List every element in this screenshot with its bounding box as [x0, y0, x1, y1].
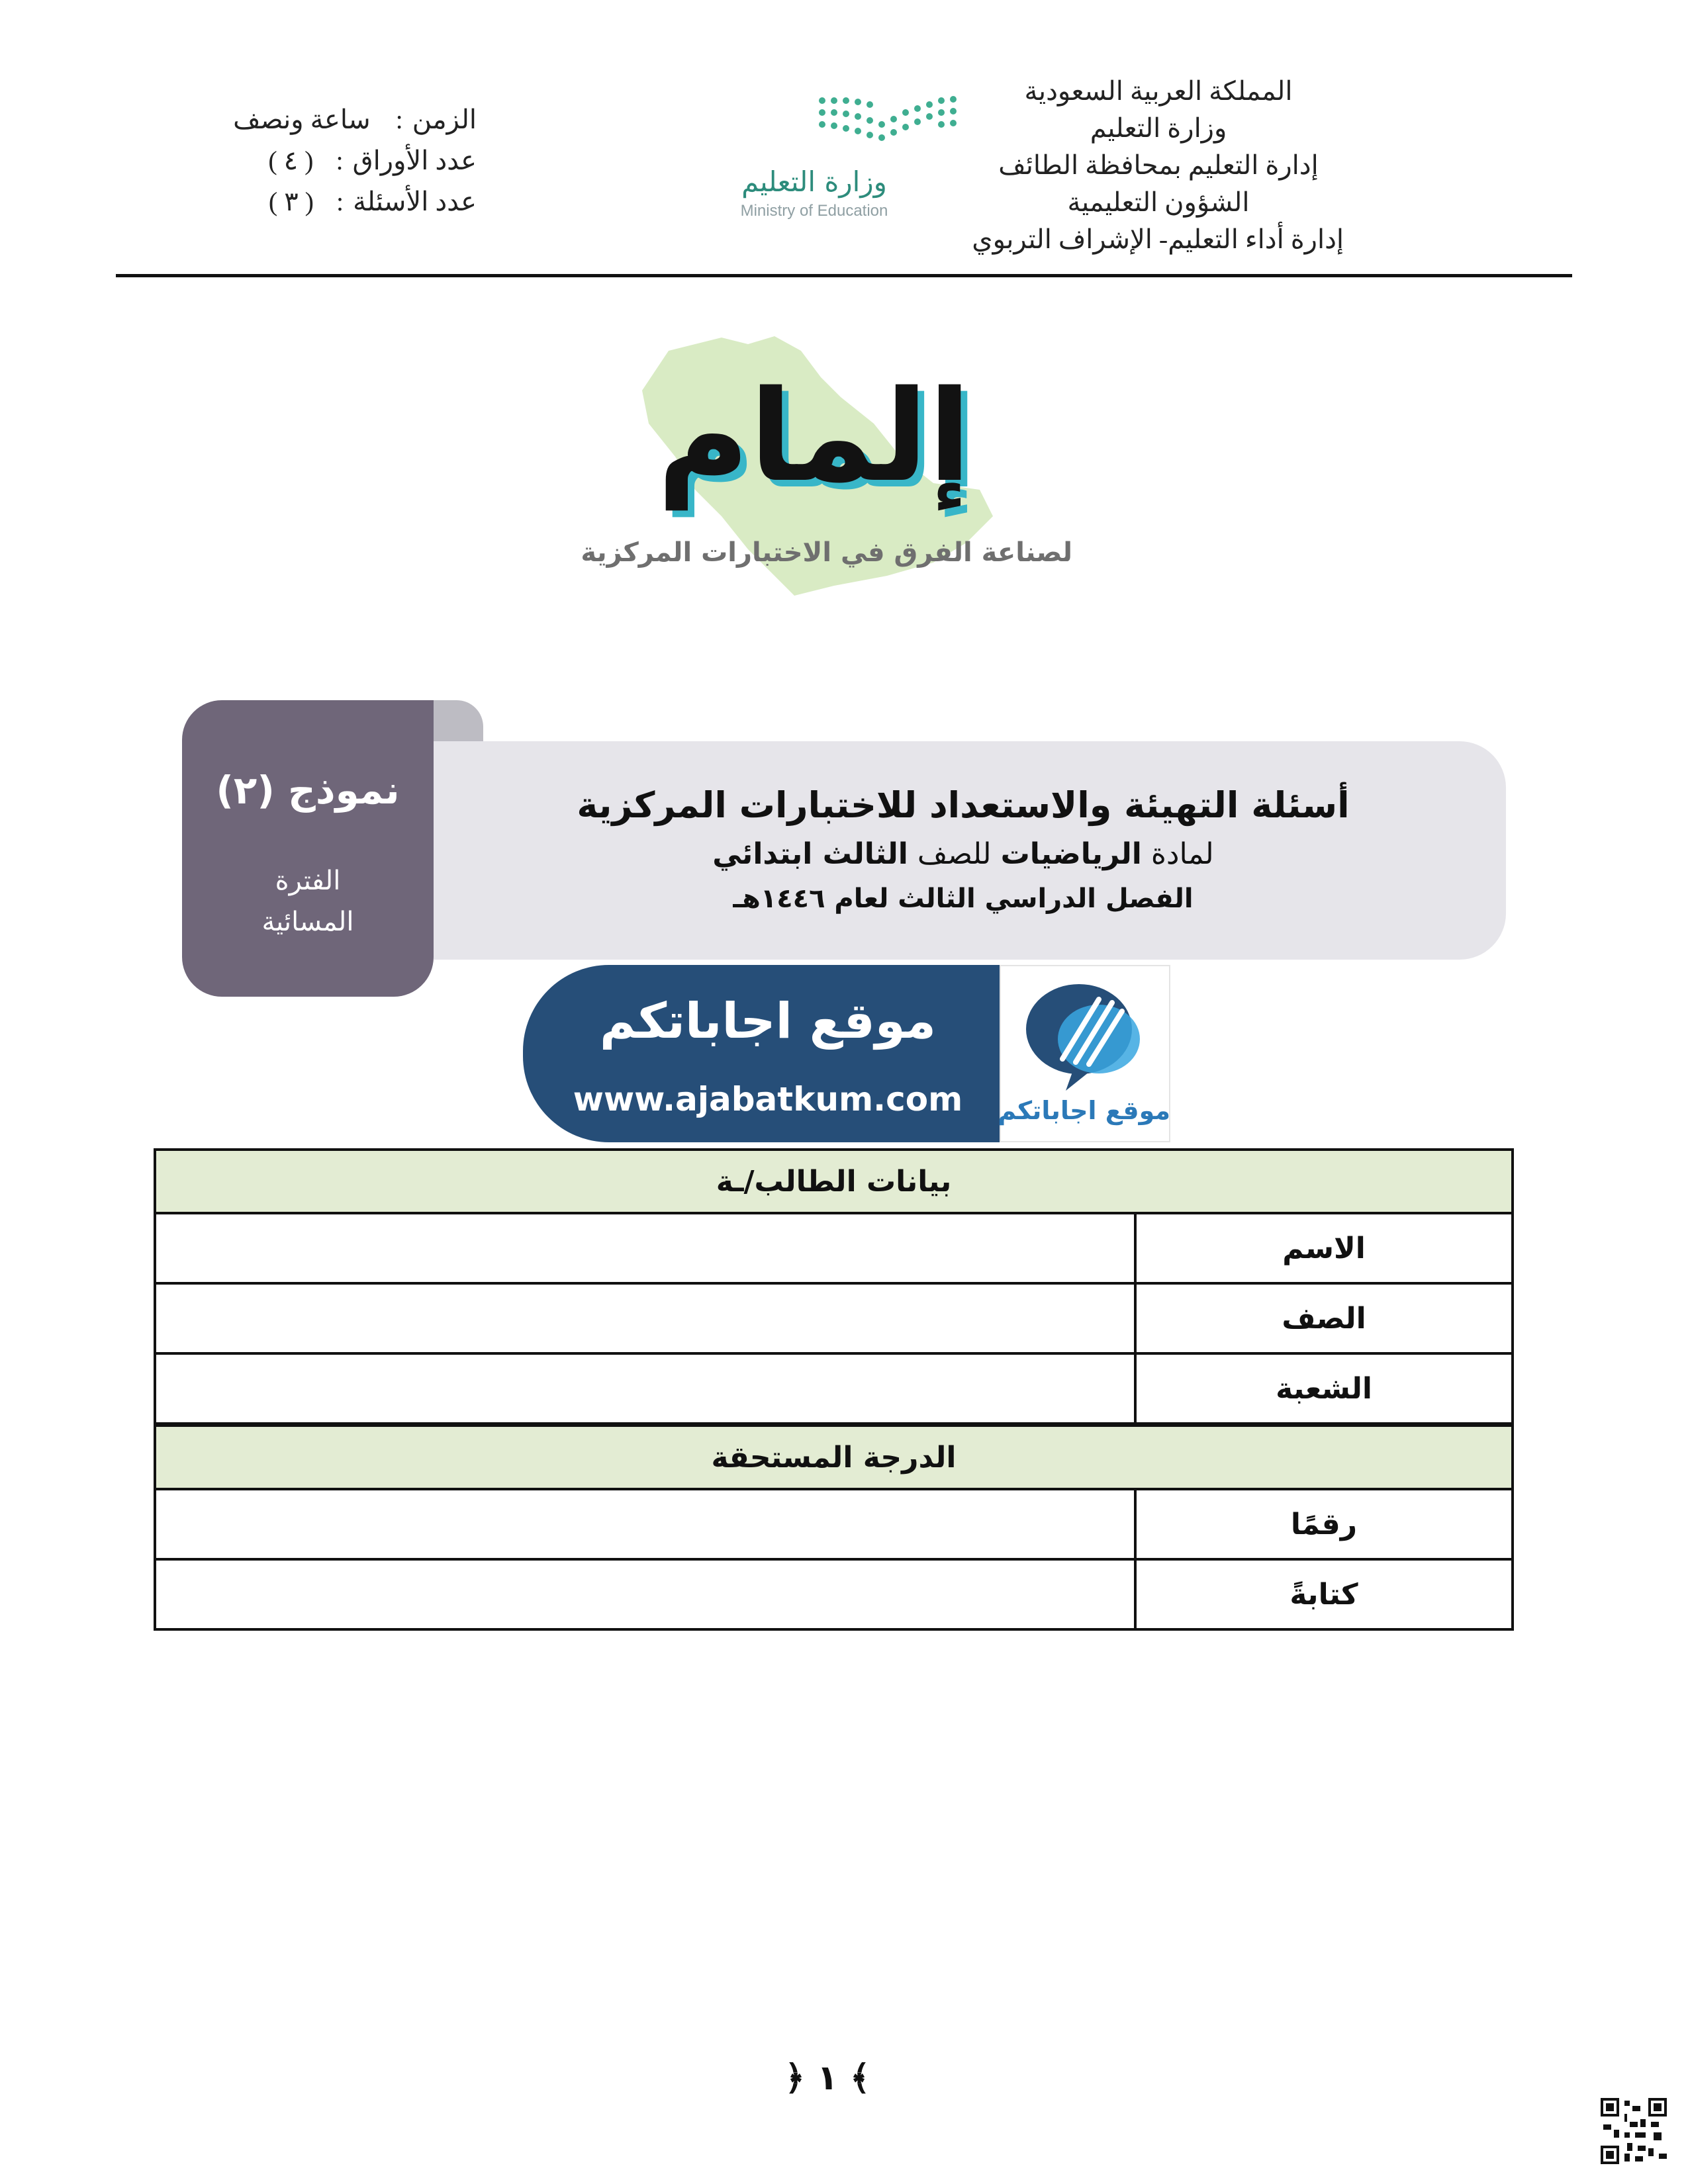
student-section-field[interactable] — [155, 1353, 1135, 1424]
header-line-affairs: الشؤون التعليمية — [1067, 187, 1250, 217]
table-row — [155, 1559, 1513, 1629]
exam-time-row: الزمن:ساعة ونصف — [233, 105, 477, 134]
period-line-2: المسائية — [261, 907, 354, 937]
brand-subtitle: لصناعة الفرق في الاختبارات المركزية — [581, 537, 1072, 568]
header-line-country: المملكة العربية السعودية — [1024, 76, 1293, 106]
exam-semester: الفصل الدراسي الثالث لعام ١٤٤٦هـ — [733, 884, 1194, 914]
header-line-ministry: وزارة التعليم — [1090, 113, 1227, 143]
student-class-label: الصف — [1135, 1283, 1513, 1353]
student-class-field[interactable] — [155, 1283, 1135, 1353]
model-period — [182, 860, 434, 942]
exam-subject-line — [483, 837, 1443, 871]
exam-papers-value: ( ٤ ) — [268, 146, 314, 175]
exam-questions-row: عدد الأسئلة:( ٣ ) — [268, 187, 477, 216]
exam-title: أسئلة التهيئة والاستعداد للاختبارات المركزية — [577, 784, 1350, 826]
student-info-heading: بيانات الطالب/ـة — [155, 1150, 1513, 1213]
exam-papers-row: عدد الأوراق:( ٤ ) — [268, 146, 477, 175]
exam-time-label: الزمن — [412, 105, 477, 134]
table-row — [155, 1213, 1513, 1283]
period-line-1: الفترة — [275, 866, 341, 896]
exam-questions-label: عدد الأسئلة — [353, 187, 477, 216]
subject-mid: للصف — [917, 837, 992, 871]
ad-arabic-title: موقع اجاباتكم — [600, 993, 936, 1050]
student-name-label: الاسم — [1135, 1213, 1513, 1283]
ministry-logo-english: Ministry of Education — [740, 202, 888, 220]
subject-grade: الثالث ابتدائي — [712, 837, 908, 871]
grade-words-field[interactable] — [155, 1559, 1135, 1629]
exam-papers-label: عدد الأوراق — [352, 146, 477, 175]
header-line-directorate: إدارة التعليم بمحافظة الطائف — [998, 150, 1319, 180]
student-name-field[interactable] — [155, 1213, 1135, 1283]
ministry-header — [973, 73, 1344, 258]
table-row — [155, 1353, 1513, 1424]
subject-name: الرياضيات — [1000, 837, 1142, 871]
qr-code-icon — [1601, 2098, 1667, 2164]
ad-logo-text: موقع اجاباتكم — [998, 1096, 1170, 1125]
student-section-label: الشعبة — [1135, 1353, 1513, 1424]
header-line-supervision: إدارة أداء التعليم- الإشراف التربوي — [972, 224, 1344, 254]
table-row — [155, 1283, 1513, 1353]
student-info-table — [154, 1148, 1514, 1425]
header-divider — [116, 274, 1572, 277]
page-number: ﴿ ١ ﴾ — [784, 2058, 870, 2098]
model-tab — [182, 700, 434, 997]
exam-time-value: ساعة ونصف — [233, 105, 371, 134]
exam-info — [225, 99, 477, 222]
grade-words-label: كتابةً — [1135, 1559, 1513, 1629]
grade-number-field[interactable] — [155, 1489, 1135, 1559]
grade-table — [154, 1424, 1514, 1631]
table-row — [155, 1489, 1513, 1559]
ministry-logo-name: وزارة التعليم — [741, 165, 887, 198]
exam-questions-value: ( ٣ ) — [268, 187, 314, 216]
model-number: نموذج (٢) — [216, 768, 400, 813]
pen-chat-icon — [1000, 973, 1170, 1092]
brand-title: إلمام — [657, 363, 972, 510]
grade-heading: الدرجة المستحقة — [155, 1426, 1513, 1489]
grade-number-label: رقمًا — [1135, 1489, 1513, 1559]
subject-prefix: لمادة — [1150, 837, 1214, 871]
ad-url[interactable]: www.ajabatkum.com — [573, 1080, 963, 1118]
